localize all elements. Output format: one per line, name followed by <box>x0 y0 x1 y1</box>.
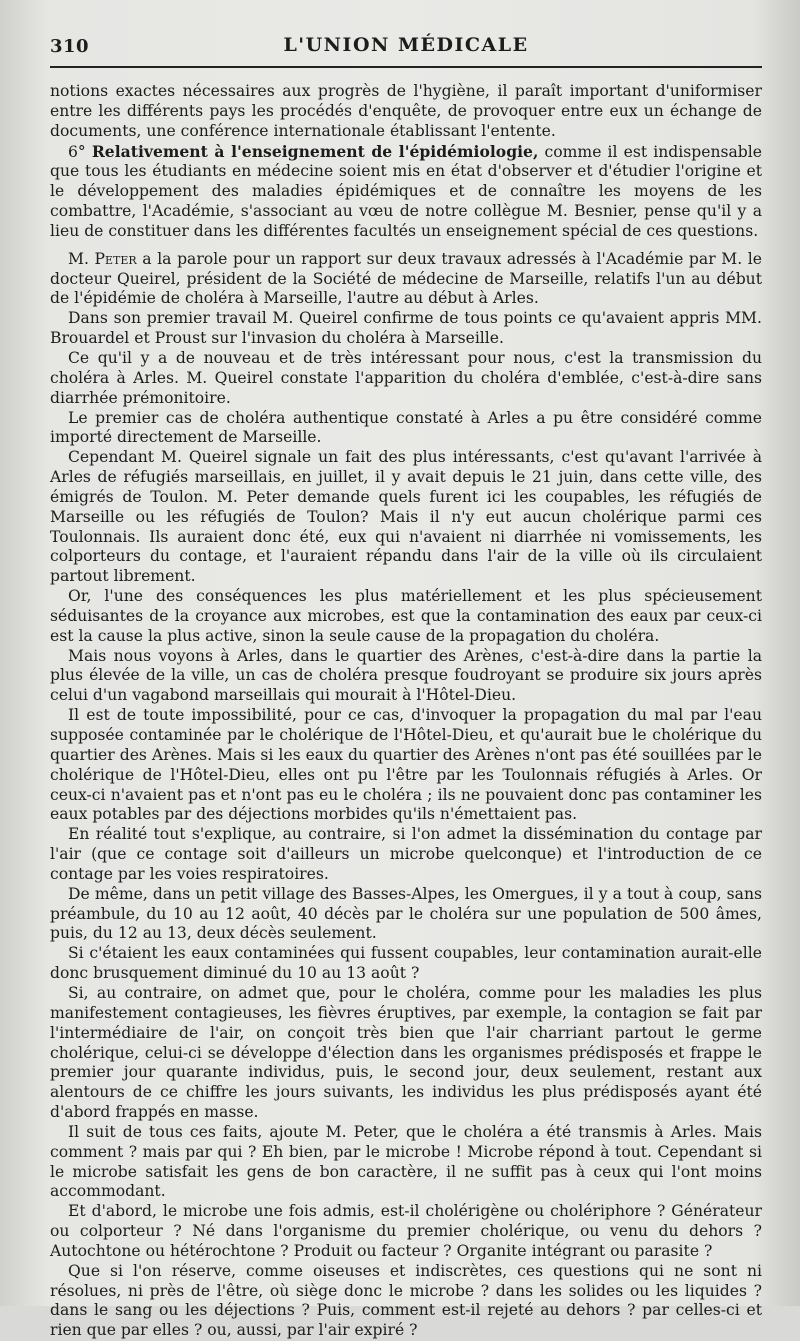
text-run: Or, l'une des conséquences les plus matériellement et les plus spécieusement séduisantes de la croyance aux microbes, est que la contamination des eaux par ceux-ci est la cause la plus active, sinon la seule cause de la propagation du choléra. <box>50 587 762 645</box>
journal-title: L'UNION MÉDICALE <box>283 34 529 56</box>
text-run: Dans son premier travail M. Queirel confirme de tous points ce qu'avaient appris MM. Brouardel et Proust sur l'invasion du choléra à Marseille. <box>50 309 762 348</box>
text-run: supposée <box>50 726 124 744</box>
text-run: et frappe le premier jour quarante individus, puis, le second jour, deux seulement, restant aux alentours de ce chiffre les jours suivants, les individus les plus prédisposés ayant été d'abord frappés en masse. <box>50 1043 762 1122</box>
paragraph <box>50 825 762 885</box>
text-run: comme il est indispensable que tous les étudiants en médecine soient mis en état d'observer et d'étudier l'origine et le développement des maladies épidémiques et de connaître les moyens de les combattre, l'Académie, s'associant au vœu de notre collègue M. Besnier, pense qu'il y a lieu de constituer dans les différentes facultés un enseignement spécial de ces questions. <box>50 142 762 240</box>
paragraph <box>50 448 762 587</box>
text-run: ou cholér <box>518 1202 600 1221</box>
running-header <box>50 28 762 60</box>
text-run: notions exactes nécessaires aux progrès de l'hygiène, il paraît important d'uniformiser entre les différents pays les procédés d'enquête, de provoquer entre eux un échange de documents, une conférence internationale établissant l'entente. <box>50 82 762 140</box>
paragraph <box>50 82 762 142</box>
text-run: dans les organismes <box>394 1043 569 1062</box>
text-run: igène <box>475 1202 519 1221</box>
paragraph <box>50 944 762 984</box>
text-run: M. <box>68 249 95 268</box>
text-run: de Marseille. <box>213 428 322 447</box>
text-run: Le premier cas de choléra authentique constaté à Arles a pu être considéré comme <box>68 408 762 427</box>
paragraph <box>50 647 762 707</box>
paragraph <box>50 142 762 242</box>
text-run: d'élection <box>317 1043 395 1062</box>
text-run: 6° <box>68 142 92 161</box>
paragraph <box>50 309 762 349</box>
paragraph <box>50 349 762 409</box>
page-number: 310 <box>50 36 90 57</box>
paragraph <box>50 885 762 945</box>
text-run: Cependant M. Queirel signale un fait des plus intéressants, c'est qu'avant l'arrivée à Arles de réfugiés marseillais, en juillet, il y avait depuis le 21 juin, dans cette ville, des émigrés de Toulon. M. Peter demande quels furent ici les coupables, les réfugiés de Marseille ou les réfugiés de Toulon? Mais il n'y eut aucun cholérique parmi ces Toulonnais. Ils auraient donc été, eux qui n'avaient ni diarrhée ni vomissements, les colporteurs du contage, et l'auraient répandu dans l'air de la ville où ils circulaient partout librement. <box>50 448 762 586</box>
text-run: Relativement à l'enseignement de l'épidémiologie, <box>91 141 539 161</box>
text-run: Générateur ou colporteur ? Né dans l'organisme du premier cholérique, ou venu du dehors ? Autochtone ou hétérochtone ? Produit ou facteur ? Organite intégrant ou parasite ? <box>50 1202 762 1260</box>
text-run: Et d'abord, le microbe une fois admis, est-il cholér <box>68 1202 476 1221</box>
text-run: de la ville, un cas de choléra presque foudroyant se produire six jours après celui d'un vagabond marseillais qui mourait à l'Hôtel-Dieu. <box>50 666 762 705</box>
paragraph <box>50 250 762 310</box>
text-run: diarrhée prémonitoire. <box>50 388 231 407</box>
text-run: Ce qu'il y a de nouveau et de très intéressant pour nous, c'est la transmission du choléra à Arles. M. Queirel constate l'apparition du choléra d'emblée, c'est-à-dire sans <box>50 348 762 387</box>
text-run: deux <box>196 924 235 943</box>
paragraph <box>50 1262 762 1341</box>
text-run: décès seulement. <box>234 924 377 943</box>
paragraph <box>50 587 762 647</box>
text-run: prédisposés <box>568 1043 663 1062</box>
text-run: Que si l'on réserve, comme oiseuses et indiscrètes, ces questions qui ne sont ni résolues, ni près de l'être, où siège donc le microbe ? dans les solides ou les liquides ? dans le sang ou les déjections ? Puis, comment est-il rejeté au dehors ? par celles-ci et rien que par elles ? ou, aussi, par l'air expiré ? <box>50 1261 762 1340</box>
text-run: De même, dans un petit village des Basses-Alpes, les Omergues, il y a tout à coup, sans préambule, du 10 au 12 août, 40 décès par le choléra sur une population de 500 âmes, puis, du 12 au 13, <box>50 884 762 943</box>
text-run: importé directement <box>50 428 214 447</box>
text-run: Si, au contraire, on admet que, pour le choléra, comme pour les maladies les plus manifestement contagieuses, les fièvres éruptives, par exemple, la contagion se fait par l'intermédiaire de l'air, on conçoit très bien que l'air charriant partout le germe cholérique, celui-ci se développe <box>50 983 762 1062</box>
text-run: Si c'étaient les eaux contaminées qui fussent coupables, leur contamination aurait-elle donc brusquement diminué du 10 au 13 août ? <box>50 944 762 983</box>
text-run: En réalité tout s'explique, au contraire, si l'on admet la dissémination du contage par l'air (que ce contage soit d'ailleurs un microbe quelconque) et l'introduction de ce contage par les voies respiratoires. <box>50 825 762 883</box>
text-run: a la parole pour un rapport sur deux travaux adressés à l'Académie par M. le docteur Queirel, président de la Société de médecine de Marseille, relatifs l'un au début de l'épidémie de choléra à Marseille, l'autre au début à Arles. <box>50 249 762 308</box>
paragraph <box>50 706 762 825</box>
text-run: Il est de toute impossibilité, pour ce cas, d'invoquer la propagation du mal par l'eau <box>68 706 762 725</box>
article-body <box>50 82 762 1341</box>
text-run: contaminée par le cholérique de l'Hôtel-Dieu, et qu'aurait bue le cholérique du quartier des Arènes. Mais si les eaux du quartier des Arènes n'ont pas été souillées par le cholérique de l'Hôtel-Dieu, elles ont pu l'être par les Toulonnais réfugiés à Arles. Or ceux-ci n'avaient pas et n'ont pas eu le choléra ; ils ne pouvaient donc pas contaminer les eaux potables par des déjections morbides qu'ils n'émettaient pas. <box>50 726 762 824</box>
text-run: Peter <box>94 249 137 268</box>
paragraph <box>50 984 762 1123</box>
paragraph <box>50 1202 762 1262</box>
text-run: Mais nous voyons à Arles, dans le quartier des Arènes, c'est-à-dire dans la partie <box>68 646 748 665</box>
text-run: Il suit de tous ces faits, ajoute M. Peter, que le choléra a été transmis à Arles. Mais comment ? mais par qui ? Eh bien, par le microbe ! Microbe répond à tout. Cependant si le microbe satisfait les gens de bon caractère, il ne suffit pas à ceux qui l'ont moins accommodant. <box>50 1122 762 1201</box>
header-rule <box>50 66 762 68</box>
paragraph <box>50 409 762 449</box>
paragraph <box>50 1123 762 1202</box>
text-run: la plus élevée <box>50 646 762 685</box>
text-run: iphore ? <box>599 1202 666 1221</box>
